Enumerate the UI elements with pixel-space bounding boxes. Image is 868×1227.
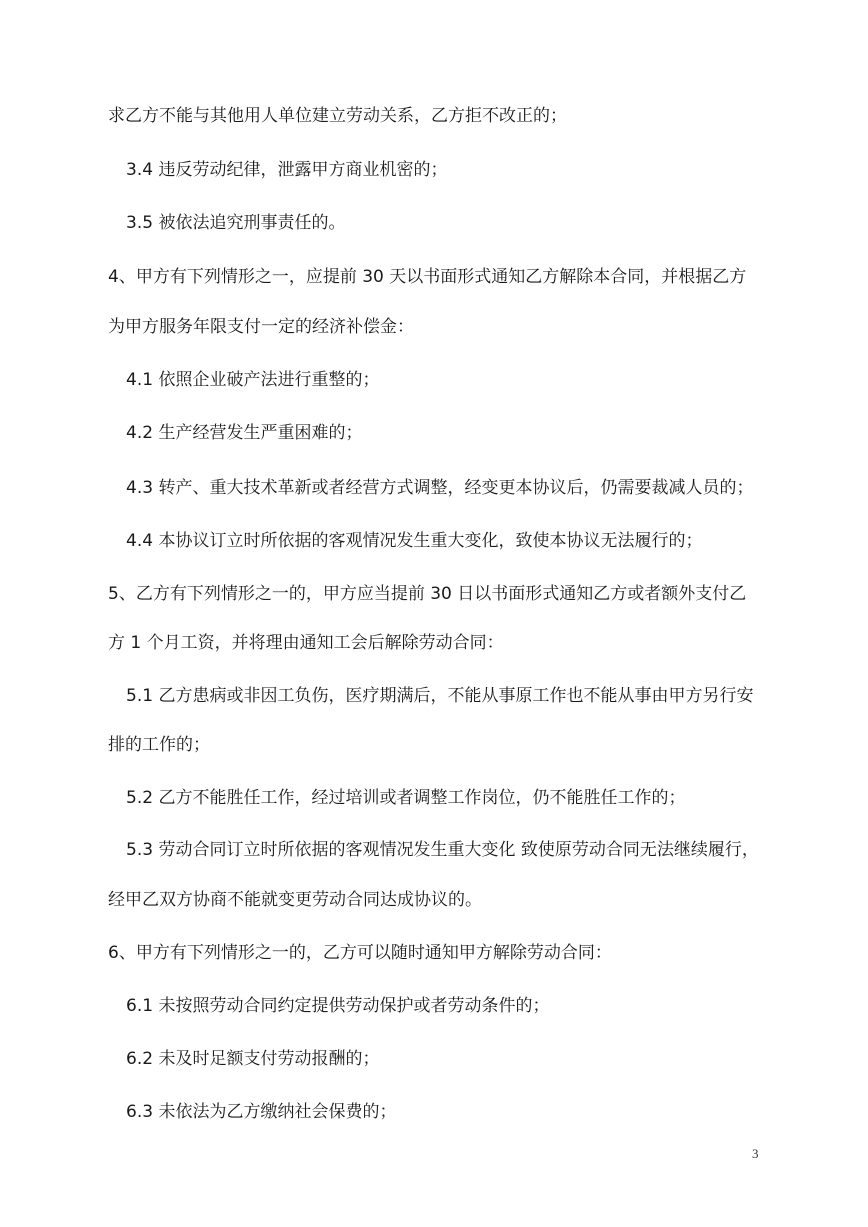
text-line: 6.2 未及时足额支付劳动报酬的； (126, 1049, 380, 1069)
text-line: 6.3 未依法为乙方缴纳社会保费的； (126, 1102, 397, 1122)
text-line: 3.5 被依法追究刑事责任的。 (126, 213, 346, 233)
text-line: 6、甲方有下列情形之一的，乙方可以随时通知甲方解除劳动合同： (108, 943, 612, 963)
text-line: 3.4 违反劳动纪律，泄露甲方商业机密的； (126, 160, 448, 180)
text-line: 求乙方不能与其他用人单位建立劳动关系，乙方拒不改正的； (108, 106, 567, 126)
text-line: 经甲乙双方协商不能就变更劳动合同达成协议的。 (108, 890, 482, 910)
text-line: 5.1 乙方患病或非因工负伤，医疗期满后，不能从事原工作也不能从事由甲方另行安 (126, 686, 754, 706)
page-number: 3 (752, 1146, 759, 1161)
text-line: 方 1 个月工资，并将理由通知工会后解除劳动合同： (108, 633, 504, 653)
text-line: 5.2 乙方不能胜任工作，经过培训或者调整工作岗位，仍不能胜任工作的； (126, 788, 686, 808)
text-line: 5、乙方有下列情形之一的，甲方应当提前 30 日以书面形式通知乙方或者额外支付乙 (108, 584, 747, 604)
text-line: 排的工作的； (108, 735, 210, 755)
text-line: 6.1 未按照劳动合同约定提供劳动保护或者劳动条件的； (126, 996, 550, 1016)
text-line: 4、甲方有下列情形之一，应提前 30 天以书面形式通知乙方解除本合同，并根据乙方 (108, 267, 747, 287)
text-line: 为甲方服务年限支付一定的经济补偿金： (108, 317, 414, 337)
text-line: 5.3 劳动合同订立时所依据的客观情况发生重大变化 致使原劳动合同无法继续履行， (126, 840, 759, 860)
text-line: 4.1 依照企业破产法进行重整的； (126, 370, 380, 390)
text-line: 4.4 本协议订立时所依据的客观情况发生重大变化，致使本协议无法履行的； (126, 531, 703, 551)
text-line: 4.2 生产经营发生严重困难的； (126, 423, 363, 443)
text-line: 4.3 转产、重大技术革新或者经营方式调整，经变更本协议后，仍需要裁减人员的； (126, 478, 754, 498)
